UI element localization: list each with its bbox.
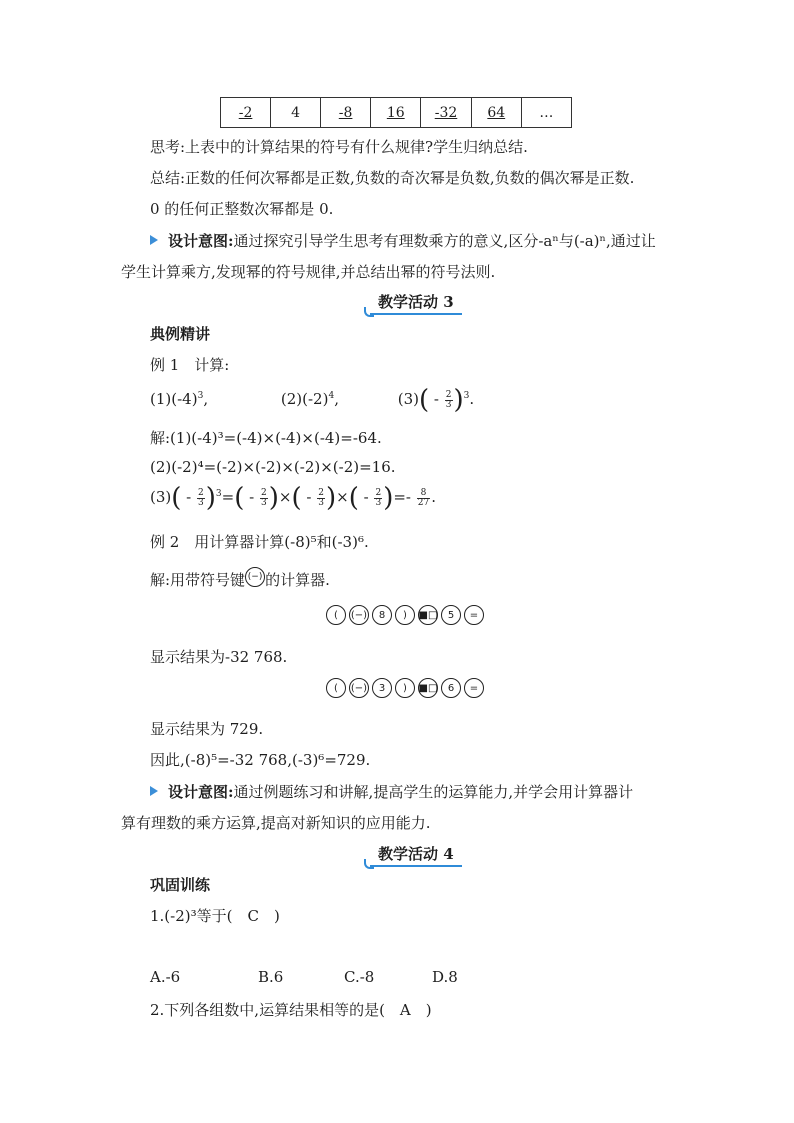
design-intent-2	[150, 781, 633, 802]
close-paren-key: )	[395, 605, 415, 625]
negative-key-icon: (−)	[245, 567, 265, 587]
solution-2: (2)(-2)⁴=(-2)×(-2)×(-2)×(-2)=16.	[150, 458, 396, 476]
table-cell: -8	[321, 98, 371, 128]
table-cell: 4	[271, 98, 321, 128]
activity-underline	[370, 865, 462, 867]
intent-label: 设计意图:	[168, 783, 234, 801]
table-cell: 16	[371, 98, 421, 128]
result-1: 显示结果为-32 768.	[150, 648, 288, 666]
digit-key: 8	[372, 605, 392, 625]
option-b: B.6	[258, 968, 284, 986]
table-cell: -2	[221, 98, 271, 128]
equals-key: =	[464, 605, 484, 625]
think-paragraph: 思考:上表中的计算结果的符号有什么规律?学生归纳总结.	[150, 138, 528, 156]
power-key: ■□	[418, 605, 438, 625]
power-key: ■□	[418, 678, 438, 698]
design-intent-1-cont: 学生计算乘方,发现幂的符号规律,并总结出幂的符号法则.	[121, 263, 496, 281]
table-cell: 64	[471, 98, 521, 128]
zero-paragraph: 0 的任何正整数次幂都是 0.	[150, 200, 334, 218]
open-paren-key: (	[326, 678, 346, 698]
triangle-icon	[150, 235, 158, 245]
table-row	[221, 98, 572, 128]
option-d: D.8	[432, 968, 458, 986]
example-1-problems	[150, 385, 480, 415]
activity-title: 教学活动 4	[378, 845, 454, 863]
summary-paragraph: 总结:正数的任何次幂都是正数,负数的奇次幂是负数,负数的偶次幂是正数.	[150, 169, 635, 187]
digit-key: 6	[441, 678, 461, 698]
key-sequence-1	[326, 605, 484, 625]
table-cell: …	[521, 98, 571, 128]
triangle-icon	[150, 786, 158, 796]
example-2-heading: 例 2 用计算器计算(-8)⁵和(-3)⁶.	[150, 533, 369, 551]
solution-3: (3)( - $\frac{2}{3}$ )$^3$=( - $\frac{2}{3}$ )×( - $\frac{2}{3}$ )×( - $\frac{2}{3}$ )=- $\frac{8}{27}$ .	[150, 483, 436, 513]
close-paren-key: )	[395, 678, 415, 698]
activity-underline	[370, 313, 462, 315]
activity-header-3	[374, 291, 458, 315]
digit-key: 5	[441, 605, 461, 625]
problem-3: (3)( - $\frac{2}{3}$ )$^3$.	[397, 385, 475, 415]
open-paren-key: (	[326, 605, 346, 625]
activity-curl	[364, 307, 374, 317]
example-1-heading: 例 1 计算:	[150, 356, 230, 374]
intent-text: 通过探究引导学生思考有理数乘方的意义,区分-aⁿ与(-a)ⁿ,通过让	[233, 232, 656, 250]
option-c: C.-8	[344, 968, 375, 986]
intent-text: 通过例题练习和讲解,提高学生的运算能力,并学会用计算器计	[233, 783, 634, 801]
question-2-stem: 2.下列各组数中,运算结果相等的是( A )	[150, 1001, 432, 1019]
problem-1: $(1)(-4)^3$,	[150, 390, 209, 408]
negative-key: (−)	[349, 678, 369, 698]
negative-key: (−)	[349, 605, 369, 625]
question-1-options	[150, 968, 458, 986]
problem-2: $(2)(-2)^4$,	[280, 390, 339, 408]
activity-curl	[364, 859, 374, 869]
intent-label: 设计意图:	[168, 232, 234, 250]
conclusion: 因此,(-8)⁵=-32 768,(-3)⁶=729.	[150, 751, 371, 769]
result-2: 显示结果为 729.	[150, 720, 264, 738]
solution-1: 解:(1)(-4)³=(-4)×(-4)×(-4)=-64.	[150, 429, 382, 447]
solution-text: 解:用带符号键	[150, 571, 246, 589]
question-1-stem: 1.(-2)³等于( C )	[150, 907, 280, 925]
practice-section-title: 巩固训练	[150, 876, 211, 894]
design-intent-1	[150, 230, 656, 251]
key-sequence-2	[326, 678, 484, 698]
sequence-table	[220, 97, 572, 128]
equals-key: =	[464, 678, 484, 698]
activity-title: 教学活动 3	[378, 293, 454, 311]
example-2-solution	[150, 567, 330, 590]
digit-key: 3	[372, 678, 392, 698]
activity-header-4	[374, 843, 458, 867]
example-section-title: 典例精讲	[150, 325, 211, 343]
option-a: A.-6	[150, 968, 181, 986]
table-cell: -32	[421, 98, 471, 128]
solution-text-cont: 的计算器.	[265, 571, 330, 589]
design-intent-2-cont: 算有理数的乘方运算,提高对新知识的应用能力.	[121, 814, 431, 832]
